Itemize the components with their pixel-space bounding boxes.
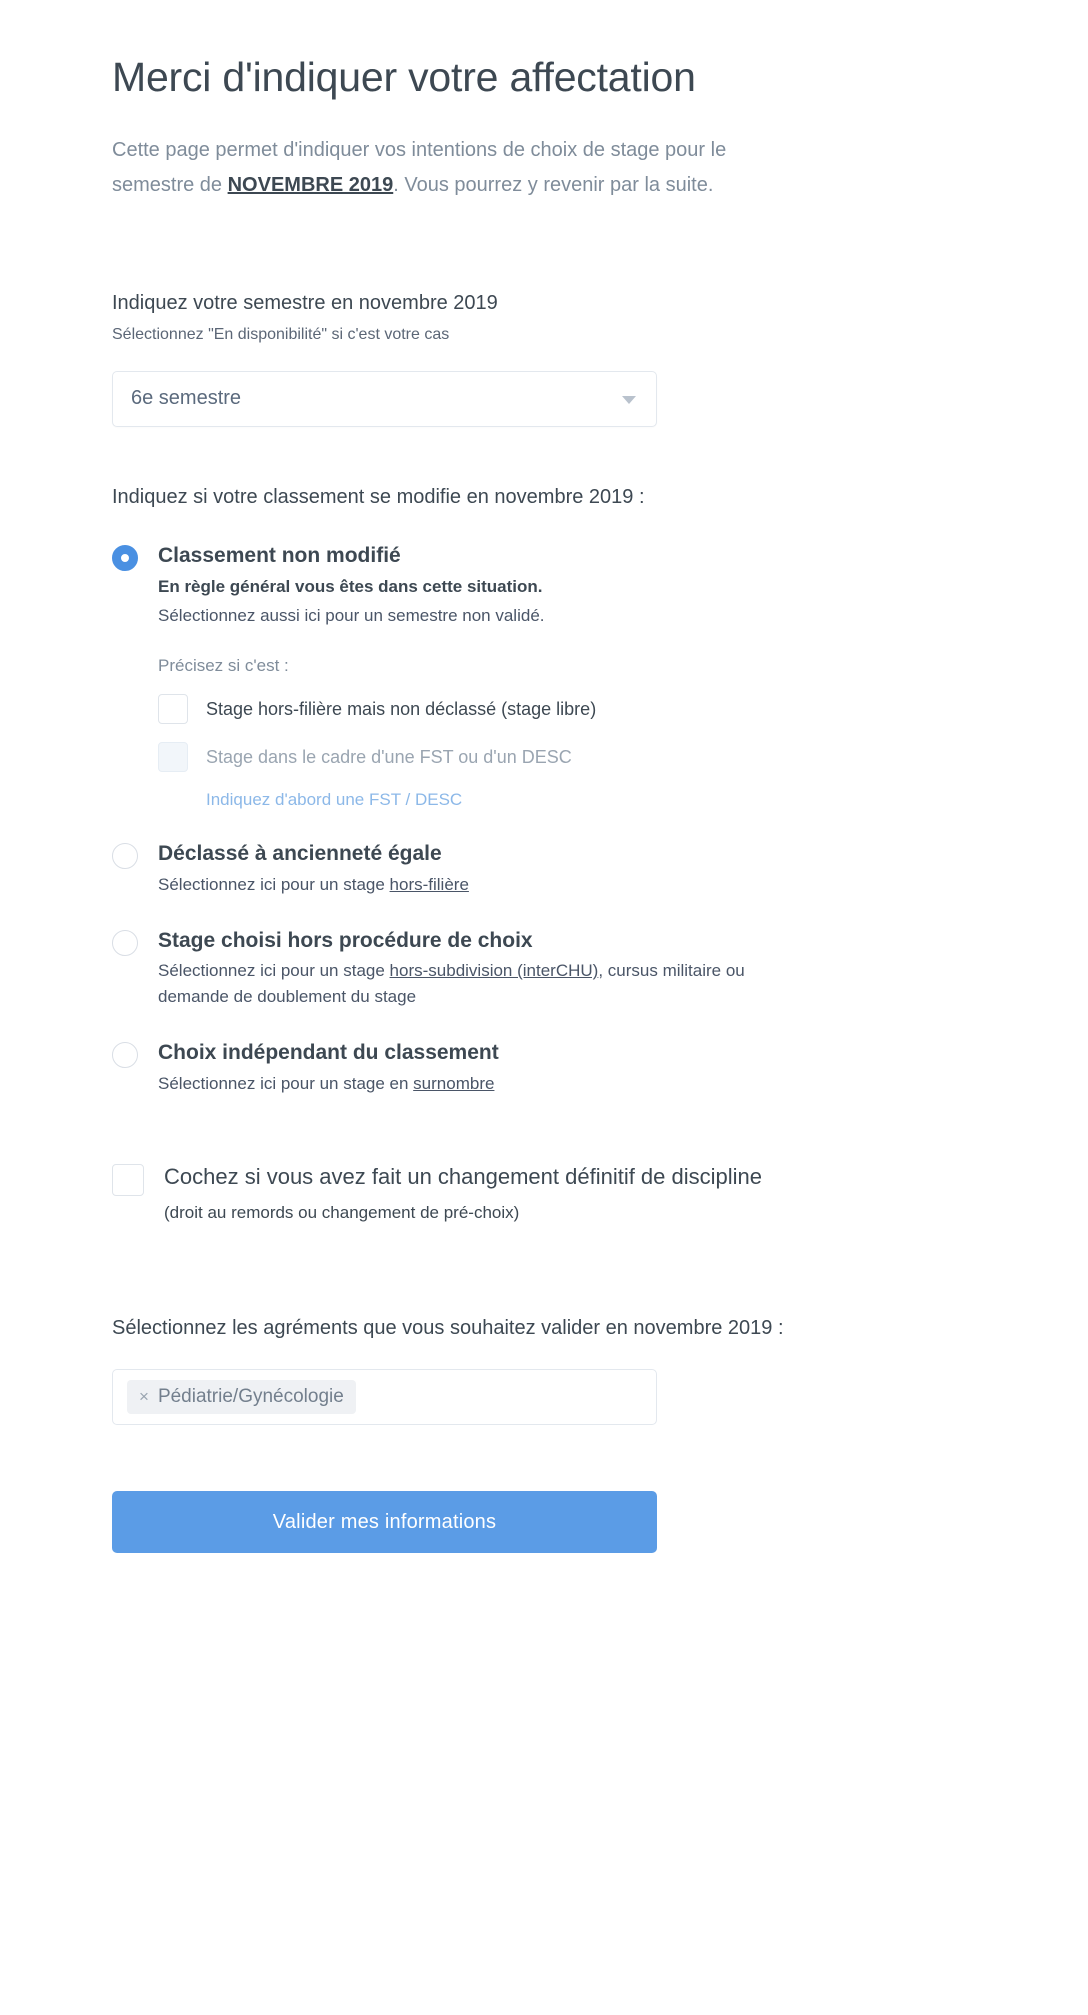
- close-icon[interactable]: ×: [139, 1387, 149, 1407]
- agrements-tags-input[interactable]: [112, 1369, 657, 1425]
- checkbox-icon-changement-definitif[interactable]: [112, 1164, 144, 1196]
- definitive-change-row[interactable]: [112, 1160, 978, 1228]
- nested-checkbox-row-0[interactable]: [158, 694, 978, 724]
- chevron-down-icon: [622, 396, 636, 404]
- semester-section: [112, 289, 978, 426]
- ranking-option-2-desc-after: , cursus militaire ou demande de doublement du stage: [158, 961, 745, 1006]
- ranking-option-1[interactable]: [112, 840, 978, 897]
- ranking-option-2-desc-link[interactable]: hors-subdivision (interCHU): [389, 961, 599, 981]
- ranking-option-1-title: Déclassé à ancienneté égale: [158, 842, 442, 866]
- ranking-option-1-desc-before: Sélectionnez ici pour un stage: [158, 874, 390, 894]
- ranking-option-0-note: En règle général vous êtes dans cette situation.: [158, 576, 543, 596]
- intro-semester-highlight: NOVEMBRE 2019: [227, 174, 394, 197]
- nested-checkbox-label-0: Stage hors-filière mais non déclassé (stage libre): [206, 698, 597, 719]
- semester-select[interactable]: [112, 371, 657, 427]
- semester-select-value: 6e semestre: [131, 387, 242, 410]
- ranking-group-title: Indiquez si votre classement se modifie en novembre 2019 :: [112, 485, 645, 508]
- radio-icon-hors-procedure[interactable]: [112, 930, 138, 956]
- definitive-change-main: Cochez si vous avez fait un changement définitif de discipline: [164, 1164, 763, 1190]
- ranking-option-2-title: Stage choisi hors procédure de choix: [158, 929, 533, 953]
- page-intro: [112, 133, 812, 203]
- ranking-option-3[interactable]: [112, 1039, 978, 1096]
- definitive-change-small: (droit au remords ou changement de pré-choix): [164, 1203, 520, 1223]
- ranking-option-2-desc-before: Sélectionnez ici pour un stage: [158, 961, 390, 981]
- ranking-option-3-body: [158, 1039, 499, 1096]
- page-title: Merci d'indiquer votre affectation: [112, 54, 696, 100]
- ranking-option-3-desc-before: Sélectionnez ici pour un stage en: [158, 1073, 414, 1093]
- ranking-option-1-desc-link[interactable]: hors-filière: [389, 874, 469, 894]
- ranking-option-3-title: Choix indépendant du classement: [158, 1041, 499, 1065]
- semester-sublabel: Sélectionnez "En disponibilité" si c'est votre cas: [112, 326, 450, 344]
- nested-hint-link[interactable]: Indiquez d'abord une FST / DESC: [206, 790, 463, 810]
- checkbox-icon-fst-desc: [158, 742, 188, 772]
- nested-checkbox-row-1: [158, 742, 978, 772]
- tag-label: Pédiatrie/Gynécologie: [157, 1386, 344, 1408]
- ranking-option-2[interactable]: [112, 927, 978, 1009]
- ranking-option-1-desc: [158, 872, 469, 898]
- submit-button[interactable]: Valider mes informations: [112, 1491, 657, 1553]
- ranking-option-1-body: [158, 840, 469, 897]
- ranking-option-3-desc-link[interactable]: surnombre: [413, 1073, 495, 1093]
- checkbox-icon-stage-libre[interactable]: [158, 694, 188, 724]
- ranking-option-0-body: [158, 542, 545, 629]
- ranking-option-3-desc: [158, 1071, 499, 1097]
- ranking-option-0-desc: Sélectionnez aussi ici pour un semestre non validé.: [158, 605, 545, 625]
- ranking-option-2-body: [158, 927, 778, 1009]
- ranking-option-0-title: Classement non modifié: [158, 543, 401, 567]
- nested-precision-group: [158, 656, 978, 810]
- tag-item[interactable]: [127, 1380, 356, 1414]
- radio-icon-classement-non-modifie[interactable]: [112, 545, 138, 571]
- semester-label: Indiquez votre semestre en novembre 2019: [112, 292, 498, 315]
- ranking-option-2-desc: [158, 958, 778, 1009]
- intro-text-after: . Vous pourrez y revenir par la suite.: [393, 174, 714, 197]
- agrements-section: [112, 1314, 978, 1425]
- intro-text-before: Cette page permet d'indiquer vos intentions de choix de stage pour le semestre de: [112, 139, 727, 197]
- radio-icon-declasse[interactable]: [112, 843, 138, 869]
- radio-icon-choix-independant[interactable]: [112, 1042, 138, 1068]
- nested-precision-label: Précisez si c'est :: [158, 656, 289, 676]
- ranking-option-0[interactable]: [112, 542, 978, 629]
- nested-checkbox-label-1: Stage dans le cadre d'une FST ou d'un DESC: [206, 746, 572, 767]
- agrements-label: Sélectionnez les agréments que vous souhaitez valider en novembre 2019 :: [112, 1317, 784, 1340]
- definitive-change-text: [164, 1160, 784, 1228]
